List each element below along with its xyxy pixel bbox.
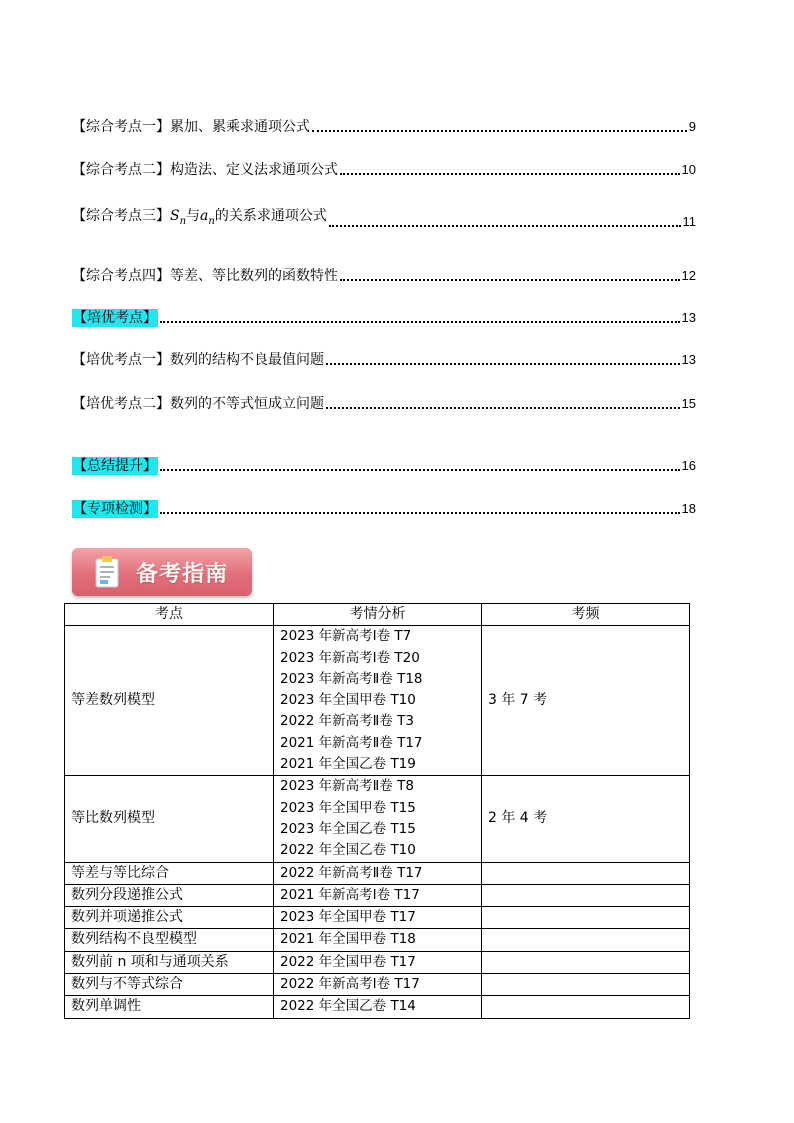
toc-entry[interactable] bbox=[72, 159, 696, 179]
toc-page-number: 13 bbox=[681, 310, 696, 325]
frequency-cell: 2 年 4 考 bbox=[482, 776, 690, 862]
toc-entry[interactable] bbox=[72, 498, 696, 518]
exam-cell bbox=[274, 951, 482, 973]
toc-label-prefix: 【综合考点三】 bbox=[72, 208, 170, 225]
toc-page-number: 16 bbox=[681, 458, 696, 473]
toc-page-number: 18 bbox=[681, 501, 696, 516]
section-banner bbox=[72, 548, 252, 596]
exam-reference: 2022 年全国乙卷 T10 bbox=[280, 842, 416, 859]
exam-reference: 2022 年新高考Ⅱ卷 T17 bbox=[280, 864, 423, 881]
exam-reference: 2023 年新高考Ⅰ卷 T7 bbox=[280, 628, 412, 645]
table-row bbox=[65, 974, 690, 996]
exam-reference: 2021 年全国乙卷 T19 bbox=[280, 756, 416, 773]
toc-label-mid: 与 bbox=[186, 208, 201, 225]
toc-leader-dots bbox=[160, 512, 680, 514]
exam-guide-table bbox=[64, 603, 690, 1019]
exam-reference: 2022 年全国乙卷 T14 bbox=[280, 998, 416, 1015]
toc-leader-dots bbox=[340, 173, 680, 175]
exam-cell bbox=[274, 996, 482, 1018]
exam-cell bbox=[274, 776, 482, 862]
exam-reference: 2023 年新高考Ⅰ卷 T20 bbox=[280, 649, 420, 666]
toc-page-number: 9 bbox=[688, 119, 696, 134]
toc-leader-dots bbox=[326, 363, 680, 365]
exam-cell bbox=[274, 884, 482, 906]
exam-cell bbox=[274, 862, 482, 884]
exam-reference: 2022 年新高考Ⅱ卷 T3 bbox=[280, 713, 414, 730]
frequency-cell bbox=[482, 929, 690, 951]
exam-reference: 2021 年新高考Ⅰ卷 T17 bbox=[280, 886, 420, 903]
toc-label: 【培优考点一】数列的结构不良最值问题 bbox=[72, 352, 324, 368]
header-frequency: 考频 bbox=[482, 604, 690, 626]
toc-leader-dots bbox=[160, 321, 680, 323]
exam-reference: 2023 年全国甲卷 T17 bbox=[280, 909, 416, 926]
toc-entry[interactable] bbox=[72, 393, 696, 413]
topic-cell: 数列结构不良型模型 bbox=[65, 929, 274, 951]
table-row bbox=[65, 929, 690, 951]
math-a-n: $a_n$ bbox=[200, 208, 215, 227]
toc-page-number: 11 bbox=[682, 214, 696, 229]
exam-reference: 2021 年全国甲卷 T18 bbox=[280, 931, 416, 948]
banner-title: 备考指南 bbox=[136, 561, 229, 587]
toc-page-number: 10 bbox=[681, 162, 696, 177]
toc-page-number: 13 bbox=[681, 352, 696, 367]
table-row bbox=[65, 951, 690, 973]
exam-reference: 2023 年新高考Ⅱ卷 T8 bbox=[280, 778, 414, 795]
frequency-cell bbox=[482, 907, 690, 929]
toc-entry[interactable] bbox=[72, 307, 696, 327]
topic-cell: 数列并项递推公式 bbox=[65, 907, 274, 929]
header-analysis: 考情分析 bbox=[274, 604, 482, 626]
table-row bbox=[65, 907, 690, 929]
table-row bbox=[65, 996, 690, 1018]
topic-cell: 等比数列模型 bbox=[65, 776, 274, 862]
frequency-cell bbox=[482, 996, 690, 1018]
topic-cell: 等差与等比综合 bbox=[65, 862, 274, 884]
math-s-n: $S_n$ bbox=[170, 208, 187, 227]
toc-entry[interactable] bbox=[72, 455, 696, 475]
frequency-cell bbox=[482, 884, 690, 906]
topic-cell: 等差数列模型 bbox=[65, 626, 274, 776]
toc-entry[interactable] bbox=[72, 208, 696, 231]
toc-leader-dots bbox=[329, 225, 681, 227]
toc-label-highlighted: 【培优考点】 bbox=[73, 310, 157, 326]
toc-label-suffix: 的关系求通项公式 bbox=[214, 208, 327, 225]
toc-label: 【综合考点二】构造法、定义法求通项公式 bbox=[72, 162, 338, 178]
exam-cell bbox=[274, 929, 482, 951]
toc-leader-dots bbox=[340, 279, 680, 281]
toc-label: 【培优考点二】数列的不等式恒成立问题 bbox=[72, 396, 324, 412]
table-row bbox=[65, 862, 690, 884]
frequency-cell: 3 年 7 考 bbox=[482, 626, 690, 776]
toc-leader-dots bbox=[160, 469, 680, 471]
toc-leader-dots bbox=[326, 407, 680, 409]
frequency-cell bbox=[482, 951, 690, 973]
exam-reference: 2023 年全国甲卷 T10 bbox=[280, 692, 416, 709]
exam-reference: 2022 年新高考Ⅰ卷 T17 bbox=[280, 976, 420, 993]
table-row bbox=[65, 626, 690, 776]
topic-cell: 数列分段递推公式 bbox=[65, 884, 274, 906]
toc-entry[interactable] bbox=[72, 349, 696, 369]
toc-leader-dots bbox=[312, 130, 687, 132]
frequency-cell bbox=[482, 974, 690, 996]
toc-page-number: 15 bbox=[681, 396, 696, 411]
exam-reference: 2022 年全国甲卷 T17 bbox=[280, 953, 416, 970]
table-header-row bbox=[65, 604, 690, 626]
exam-reference: 2023 年新高考Ⅱ卷 T18 bbox=[280, 670, 423, 687]
topic-cell: 数列与不等式综合 bbox=[65, 974, 274, 996]
toc-label: 【综合考点一】累加、累乘求通项公式 bbox=[72, 119, 310, 135]
topic-cell: 数列单调性 bbox=[65, 996, 274, 1018]
toc-page-number: 12 bbox=[681, 268, 696, 283]
toc-label-highlighted: 【总结提升】 bbox=[73, 458, 157, 474]
exam-cell bbox=[274, 907, 482, 929]
table-row bbox=[65, 776, 690, 862]
header-topic: 考点 bbox=[65, 604, 274, 626]
table-row bbox=[65, 884, 690, 906]
toc-label bbox=[72, 207, 327, 231]
frequency-cell bbox=[482, 862, 690, 884]
toc-entry[interactable] bbox=[72, 265, 696, 285]
clipboard-document-icon bbox=[90, 554, 126, 590]
exam-reference: 2023 年全国乙卷 T15 bbox=[280, 820, 416, 837]
toc-label-highlighted: 【专项检测】 bbox=[73, 501, 157, 517]
toc-entry[interactable] bbox=[72, 116, 696, 136]
exam-reference: 2021 年新高考Ⅱ卷 T17 bbox=[280, 734, 423, 751]
exam-reference: 2023 年全国甲卷 T15 bbox=[280, 799, 416, 816]
toc-label: 【综合考点四】等差、等比数列的函数特性 bbox=[72, 268, 338, 284]
topic-cell: 数列前 n 项和与通项关系 bbox=[65, 951, 274, 973]
exam-cell bbox=[274, 626, 482, 776]
exam-cell bbox=[274, 974, 482, 996]
